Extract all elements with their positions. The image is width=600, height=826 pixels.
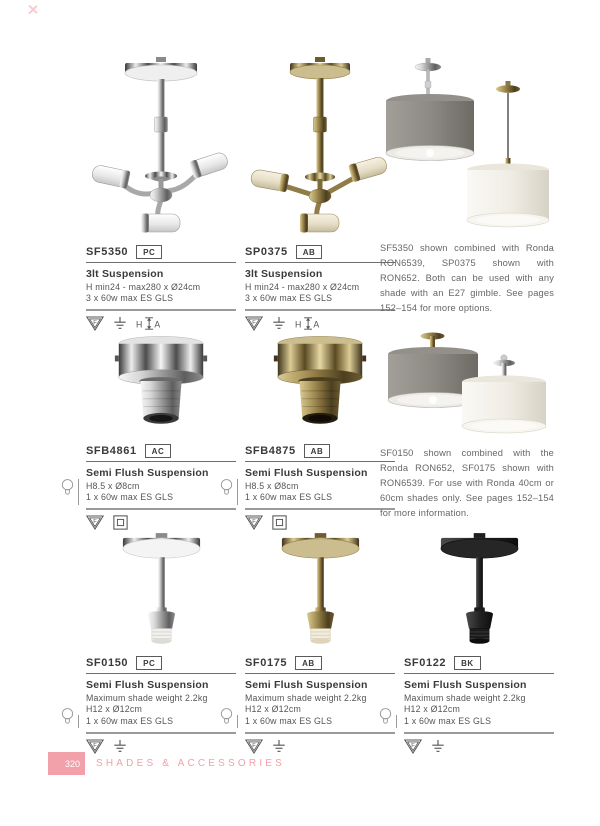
product-image-sf5350 (86, 55, 236, 245)
product-photo-semi-flush-shades (380, 330, 554, 446)
f-mark-icon (86, 316, 104, 331)
finish-badge: PC (136, 656, 162, 670)
corner-crop-mark (27, 4, 38, 15)
page-footer (48, 752, 285, 775)
combination-note: SF0150 shown combined with the Ronda RON652, SF0175 shown with RON6539. For use with Ronda 40cm or 60cm shades only. See pages 152–154 for more information. (380, 448, 554, 518)
spec-line: 1 x 60w max ES GLS (86, 716, 174, 727)
product-title: Semi Flush Suspension (86, 466, 209, 479)
double-insulated-icon (272, 515, 287, 530)
lamp-bulb-icon (378, 707, 393, 731)
spec-line: H min24 - max280 x Ø24cm (245, 281, 360, 292)
earth-icon (431, 739, 445, 754)
product-title: Semi Flush Suspension (404, 678, 527, 691)
product-code: SFB4875 (245, 444, 296, 457)
product-image-sfb4861 (86, 330, 236, 444)
spec-line: Maximum shade weight 2.2kg (245, 692, 367, 703)
svg-text:F: F (411, 743, 415, 750)
spec-line: H8.5 x Ø8cm (245, 480, 299, 491)
product-image-sp0375 (245, 55, 395, 245)
double-insulated-icon (113, 515, 128, 530)
divider (78, 715, 79, 728)
svg-text:F: F (252, 519, 256, 526)
lamp-bulb-icon (60, 478, 75, 502)
product-image-sfb4875 (245, 330, 395, 444)
product-code: SF0122 (404, 656, 447, 669)
product-photo-pendant-shades (380, 55, 554, 241)
svg-text:F: F (252, 743, 256, 750)
divider (396, 715, 397, 728)
page-number: 320 (48, 752, 85, 775)
finish-badge: BK (454, 656, 481, 670)
svg-text:H: H (295, 319, 302, 330)
product-title: Semi Flush Suspension (245, 466, 368, 479)
product-code: SP0375 (245, 245, 288, 258)
spec-line: H12 x Ø12cm (86, 704, 142, 715)
section-title: SHADES & ACCESSORIES (96, 758, 286, 769)
spec-line: 1 x 60w max ES GLS (245, 716, 333, 727)
spec-line: 3 x 60w max ES GLS (86, 293, 174, 304)
spec-line: H12 x Ø12cm (404, 704, 460, 715)
spec-line: H12 x Ø12cm (245, 704, 301, 715)
f-mark-icon (245, 316, 263, 331)
spec-block (86, 282, 236, 312)
product-code: SFB4861 (86, 444, 137, 457)
svg-text:F: F (93, 320, 97, 327)
height-adjustable-icon (295, 316, 323, 331)
spec-line: 1 x 60w max ES GLS (245, 492, 333, 503)
height-adjustable-icon (136, 316, 164, 331)
svg-text:F: F (93, 519, 97, 526)
svg-text:F: F (252, 320, 256, 327)
product-code: SF0150 (86, 656, 129, 669)
finish-badge: AB (304, 444, 331, 458)
finish-badge: PC (136, 245, 162, 259)
spec-line: Maximum shade weight 2.2kg (86, 692, 208, 703)
finish-badge: AC (145, 444, 172, 458)
earth-icon (113, 316, 127, 331)
combination-note: SF5350 shown combined with Ronda RON6539, SP0375 shown with RON652. Both can be used with any shade with an E27 gimble. See pages 152–154 for more options. (380, 243, 554, 313)
lamp-bulb-icon (219, 478, 234, 502)
product-code: SF5350 (86, 245, 129, 258)
product-image-sf0150 (86, 530, 236, 656)
spec-line: 1 x 60w max ES GLS (404, 716, 492, 727)
f-mark-icon (245, 515, 263, 530)
svg-text:H: H (136, 319, 143, 330)
f-mark-icon (404, 739, 422, 754)
product-title: 3lt Suspension (86, 267, 164, 280)
divider (237, 715, 238, 728)
divider (78, 479, 79, 505)
product-code: SF0175 (245, 656, 288, 669)
spec-line: 1 x 60w max ES GLS (86, 492, 174, 503)
product-image-sf0122 (404, 530, 554, 656)
f-mark-icon (86, 515, 104, 530)
lamp-bulb-icon (60, 707, 75, 731)
earth-icon (272, 316, 286, 331)
spec-block (245, 481, 395, 511)
spec-line: H min24 - max280 x Ø24cm (86, 281, 201, 292)
product-title: Semi Flush Suspension (245, 678, 368, 691)
svg-text:A: A (154, 319, 161, 330)
spec-block (404, 693, 554, 735)
lamp-bulb-icon (219, 707, 234, 731)
spec-block (245, 693, 395, 735)
spec-block (86, 693, 236, 735)
spec-line: H8.5 x Ø8cm (86, 480, 140, 491)
svg-text:A: A (313, 319, 320, 330)
finish-badge: AB (295, 656, 322, 670)
certification-icons (404, 739, 554, 759)
spec-block (245, 282, 395, 312)
svg-text:F: F (93, 743, 97, 750)
product-image-sf0175 (245, 530, 395, 656)
product-title: Semi Flush Suspension (86, 678, 209, 691)
divider (237, 479, 238, 505)
spec-line: Maximum shade weight 2.2kg (404, 692, 526, 703)
spec-line: 3 x 60w max ES GLS (245, 293, 333, 304)
product-title: 3lt Suspension (245, 267, 323, 280)
finish-badge: AB (296, 245, 323, 259)
spec-block (86, 481, 236, 511)
